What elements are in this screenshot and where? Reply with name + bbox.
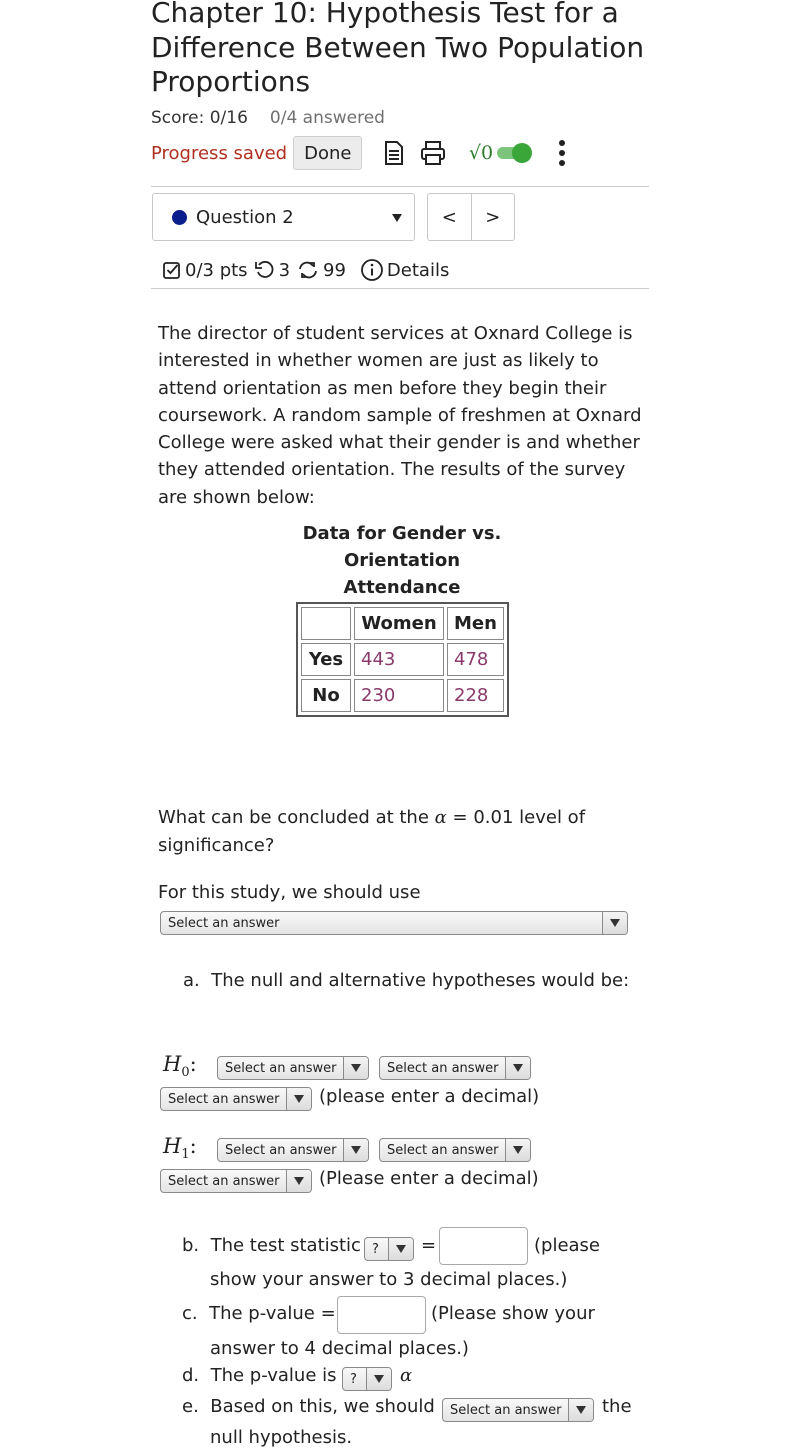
part-b-hint-cont: show your answer to 3 decimal places.) <box>210 1269 568 1290</box>
table-cell: 443 <box>354 643 444 676</box>
h0-relation-select[interactable] <box>379 1056 531 1080</box>
question-meta <box>162 256 455 284</box>
question-select-label: Question 2 <box>196 206 294 228</box>
score-text: Score: 0/16 <box>151 108 248 128</box>
chevron-down-icon <box>392 214 402 222</box>
part-c <box>182 1303 336 1324</box>
study-label: For this study, we should use <box>158 882 421 903</box>
retry-icon <box>254 260 276 280</box>
h1-symbol: H <box>163 1134 182 1158</box>
part-b-text: The test statistic <box>210 1235 361 1256</box>
table-header-cell: Men <box>447 607 504 640</box>
part-marker: d. <box>182 1365 200 1386</box>
progress-row <box>151 136 362 170</box>
question-select[interactable] <box>152 193 415 241</box>
document-icon[interactable] <box>382 139 406 167</box>
chevron-down-icon <box>388 1238 413 1260</box>
select-value: Select an answer <box>168 1173 280 1189</box>
select-value: Select an answer <box>387 1060 499 1076</box>
print-icon[interactable] <box>419 139 447 167</box>
p-value-input[interactable] <box>337 1296 426 1334</box>
row-label: No <box>301 679 351 712</box>
h0-colon: : <box>189 1052 197 1076</box>
h0-symbol: H <box>163 1052 182 1076</box>
chevron-down-icon <box>286 1170 311 1192</box>
h0-parameter-select[interactable] <box>217 1056 369 1080</box>
page-title: Chapter 10: Hypothesis Test for a Difference Between Two Population Proportions <box>151 0 645 98</box>
table-cell: 478 <box>447 643 504 676</box>
select-value: Select an answer <box>168 915 280 931</box>
part-b-hint: (please <box>534 1235 601 1256</box>
part-a-text: The null and alternative hypotheses would be: <box>211 970 630 991</box>
select-value: Select an answer <box>225 1142 337 1158</box>
h0-label <box>163 1052 197 1080</box>
retries-indicator <box>254 260 290 281</box>
progress-status: Progress saved <box>151 142 288 164</box>
h1-parameter-select[interactable] <box>217 1138 369 1162</box>
h1-value-select[interactable] <box>160 1169 312 1193</box>
question-text: What can be concluded at the <box>158 807 429 828</box>
attempts-indicator <box>296 260 346 281</box>
table-caption-line: Orientation <box>343 550 461 571</box>
points-text: 0/3 pts <box>185 259 248 281</box>
part-c-hint-cont: answer to 4 decimal places.) <box>210 1338 469 1359</box>
h0-hint: (please enter a decimal) <box>319 1086 540 1107</box>
table-row <box>301 643 504 676</box>
part-e <box>182 1396 435 1417</box>
details-label: Details <box>386 259 450 281</box>
answered-count: 0/4 answered <box>269 108 385 128</box>
table-caption <box>300 520 504 601</box>
table-header-row <box>301 607 504 640</box>
part-e-tail: the <box>602 1396 632 1417</box>
decision-select[interactable] <box>442 1398 594 1422</box>
h1-relation-select[interactable] <box>379 1138 531 1162</box>
select-value: Select an answer <box>450 1402 562 1418</box>
significance-question-cont: significance? <box>158 835 275 856</box>
study-method-select[interactable] <box>160 911 628 935</box>
part-e-text: Based on this, we should <box>210 1396 435 1417</box>
select-value: ? <box>372 1241 379 1257</box>
attempts-count: 99 <box>323 259 346 281</box>
table-caption-line: Data for Gender vs. <box>302 523 502 544</box>
part-b <box>182 1235 361 1256</box>
part-e-tail-cont: null hypothesis. <box>210 1427 353 1448</box>
math-preview-icon: √0 <box>468 142 494 164</box>
part-marker: c. <box>182 1303 198 1324</box>
test-statistic-input[interactable] <box>439 1227 528 1265</box>
info-icon <box>360 258 384 282</box>
p-value-comparison-select[interactable] <box>342 1367 392 1391</box>
chevron-down-icon <box>505 1057 530 1079</box>
question-status-dot <box>172 210 187 225</box>
chevron-down-icon <box>366 1368 391 1390</box>
h0-value-select[interactable] <box>160 1087 312 1111</box>
h0-subscript: 0 <box>181 1065 190 1081</box>
next-question-button[interactable]: > <box>471 194 515 240</box>
table-header-cell: Women <box>354 607 444 640</box>
problem-intro: The director of student services at Oxnard College is interested in whether women are just as likely to attend orientation as men before they begin their coursework. A random sample of freshmen at Oxnard College were asked what their gender is and whether they attended orientation. The results of the survey are shown below: <box>158 323 642 508</box>
points-indicator <box>162 260 248 281</box>
chevron-down-icon <box>568 1399 593 1421</box>
table-header-cell <box>301 607 351 640</box>
data-table <box>296 602 509 717</box>
part-marker: a. <box>183 970 200 991</box>
part-c-text: The p-value = <box>209 1303 336 1324</box>
chevron-down-icon <box>343 1139 368 1161</box>
question-text: = 0.01 level of <box>452 807 586 828</box>
h1-hint: (Please enter a decimal) <box>319 1168 539 1189</box>
chevron-down-icon <box>286 1088 311 1110</box>
more-options-icon[interactable] <box>552 138 572 168</box>
divider <box>151 186 649 187</box>
equals-sign: = <box>421 1235 437 1256</box>
part-d-text: The p-value is <box>210 1365 337 1386</box>
h1-colon: : <box>189 1134 197 1158</box>
table-cell: 228 <box>447 679 504 712</box>
part-marker: e. <box>182 1396 199 1417</box>
details-link[interactable] <box>360 258 449 282</box>
chevron-down-icon <box>505 1139 530 1161</box>
table-row <box>301 679 504 712</box>
select-value: Select an answer <box>225 1060 337 1076</box>
part-d <box>182 1365 337 1386</box>
test-statistic-type-select[interactable] <box>364 1237 414 1261</box>
row-label: Yes <box>301 643 351 676</box>
h1-label <box>163 1134 197 1162</box>
done-button[interactable]: Done <box>293 136 362 170</box>
select-value: Select an answer <box>168 1091 280 1107</box>
table-cell: 230 <box>354 679 444 712</box>
table-caption-line: Attendance <box>343 577 461 598</box>
part-c-hint: (Please show your <box>431 1303 595 1324</box>
select-value: Select an answer <box>387 1142 499 1158</box>
retries-count: 3 <box>278 259 291 281</box>
prev-question-button[interactable]: < <box>441 206 457 228</box>
alpha-symbol: α <box>400 1365 413 1386</box>
score-line <box>151 108 385 128</box>
math-preview-toggle[interactable] <box>495 140 535 166</box>
part-a <box>183 970 629 991</box>
checkbox-icon <box>162 260 182 280</box>
part-marker: b. <box>182 1235 200 1256</box>
h1-subscript: 1 <box>181 1147 190 1163</box>
chevron-down-icon <box>602 912 627 934</box>
question-nav-buttons <box>427 193 515 241</box>
select-value: ? <box>350 1371 357 1387</box>
chevron-down-icon <box>343 1057 368 1079</box>
alpha-symbol: α <box>434 807 447 828</box>
attempts-icon <box>296 260 320 280</box>
divider <box>151 288 649 289</box>
significance-question <box>158 807 585 828</box>
